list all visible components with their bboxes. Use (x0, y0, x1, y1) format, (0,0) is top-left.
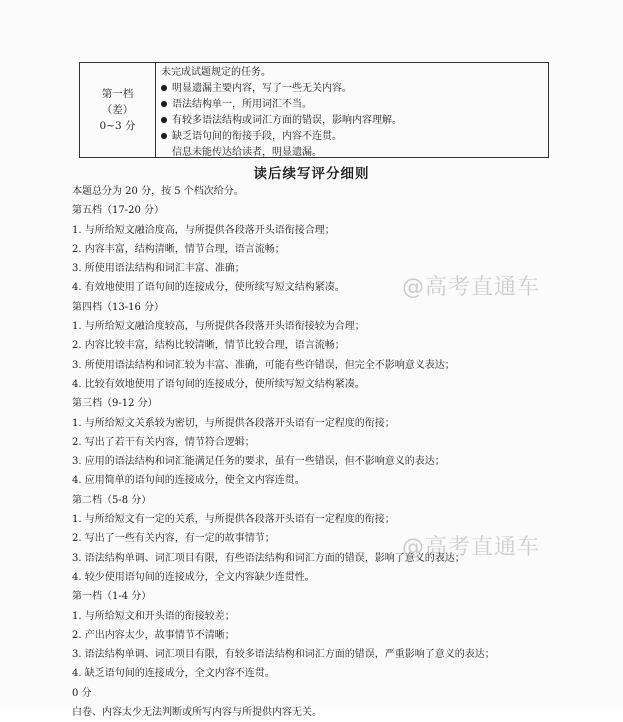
rubric-line: 本题总分为 20 分，按 5 个档次给分。 (72, 186, 244, 197)
rubric-heading: 第四档（13-16 分） (72, 301, 165, 313)
rubric-line: 4. 应用简单的语句间的连接成分，使全文内容连贯。 (72, 475, 305, 487)
rubric-line: 白卷、内容太少无法判断或所写内容与所提供内容无关。 (72, 707, 322, 719)
grade-score-label: 0~3 分 (99, 120, 136, 132)
grade-bullet: 有较多语法结构或词汇方面的错误，影响内容理解。 (161, 113, 548, 129)
watermark: @高考直通车 (402, 275, 541, 300)
grade-level-cell (80, 63, 156, 157)
rubric-line: 4. 缺乏语句间的连接成分，全文内容不连贯。 (72, 668, 275, 680)
rubric-line: 3. 语法结构单调、词汇项目有限，有较多语法结构和词汇方面的错误，严重影响了意义的表达； (72, 649, 495, 661)
rubric-line: 2. 写出了若干有关内容，情节符合逻辑； (72, 436, 255, 448)
bullet-dot-icon (161, 133, 167, 139)
grade-description-cell (156, 63, 548, 157)
rubric-line: 4. 较少使用语句间的连接成分，全文内容缺少连贯性。 (72, 571, 315, 583)
grade-intro: 未完成试题规定的任务。 (161, 67, 271, 78)
rubric-line: 2. 产出内容太少，故事情节不清晰； (72, 629, 235, 641)
rubric-heading: 第三档（9-12 分） (72, 398, 158, 410)
rubric-line: 1. 与所给短文有一定的关系，与所提供各段落开头语有一定程度的衔接； (72, 514, 395, 526)
rubric-line: 3. 所使用语法结构和词汇较为丰富、准确，可能有些许错误，但完全不影响意义表达； (72, 359, 455, 371)
grade-table (79, 62, 549, 158)
rubric-heading: 第一档（1-4 分） (72, 591, 152, 603)
rubric-line: 3. 所使用语法结构和词汇丰富、准确； (72, 263, 245, 275)
grade-bullet: 明显遗漏主要内容，写了一些无关内容。 (161, 81, 548, 97)
grade-level-label: 第一档 (101, 88, 134, 100)
rubric-line: 1. 与所给短文融洽度高，与所提供各段落开头语衔接合理； (72, 224, 335, 236)
rubric-line: 4. 有效地使用了语句间的连接成分，使所续写短文结构紧凑。 (72, 282, 345, 294)
watermark: @高考直通车 (402, 535, 541, 560)
rubric-line: 3. 语法结构单调、词汇项目有限，有些语法结构和词汇方面的错误，影响了意义的表达； (72, 552, 465, 564)
rubric-body (72, 182, 612, 722)
rubric-heading: 第二档（5-8 分） (72, 494, 152, 506)
grade-bullet: 语法结构单一，所用词汇不当。 (161, 97, 548, 113)
rubric-line: 2. 内容比较丰富，结构比较清晰，情节比较合理，语言流畅； (72, 340, 345, 352)
rubric-line: 3. 应用的语法结构和词汇能满足任务的要求，虽有一些错误，但不影响意义的表达； (72, 456, 445, 468)
bullet-dot-icon (161, 117, 167, 123)
grade-bullet: 缺乏语句间的衔接手段，内容不连贯。 (161, 129, 548, 145)
section-title: 读后续写评分细则 (253, 166, 370, 182)
bullet-dot-icon (161, 101, 167, 107)
rubric-line: 1. 与所给短文融洽度较高，与所提供各段落开头语衔接较为合理； (72, 321, 365, 333)
grade-quality-label: （差） (101, 104, 134, 116)
rubric-heading: 第五档（17-20 分） (72, 205, 165, 217)
rubric-line: 1. 与所给短文关系较为密切，与所提供各段落开头语有一定程度的衔接； (72, 417, 395, 429)
rubric-line: 2. 内容丰富，结构清晰，情节合理，语言流畅； (72, 243, 285, 255)
bullet-dot-icon (161, 85, 167, 91)
rubric-line: 1. 与所给短文和开头语的衔接较差； (72, 610, 235, 622)
grade-closing: 信息未能传达给读者，明显遗漏。 (172, 147, 322, 158)
rubric-line: 2. 写出了一些有关内容，有一定的故事情节； (72, 533, 275, 545)
rubric-heading: 0 分 (72, 687, 92, 699)
rubric-line: 4. 比较有效地使用了语句间的连接成分，使所续写短文结构紧凑。 (72, 378, 365, 390)
